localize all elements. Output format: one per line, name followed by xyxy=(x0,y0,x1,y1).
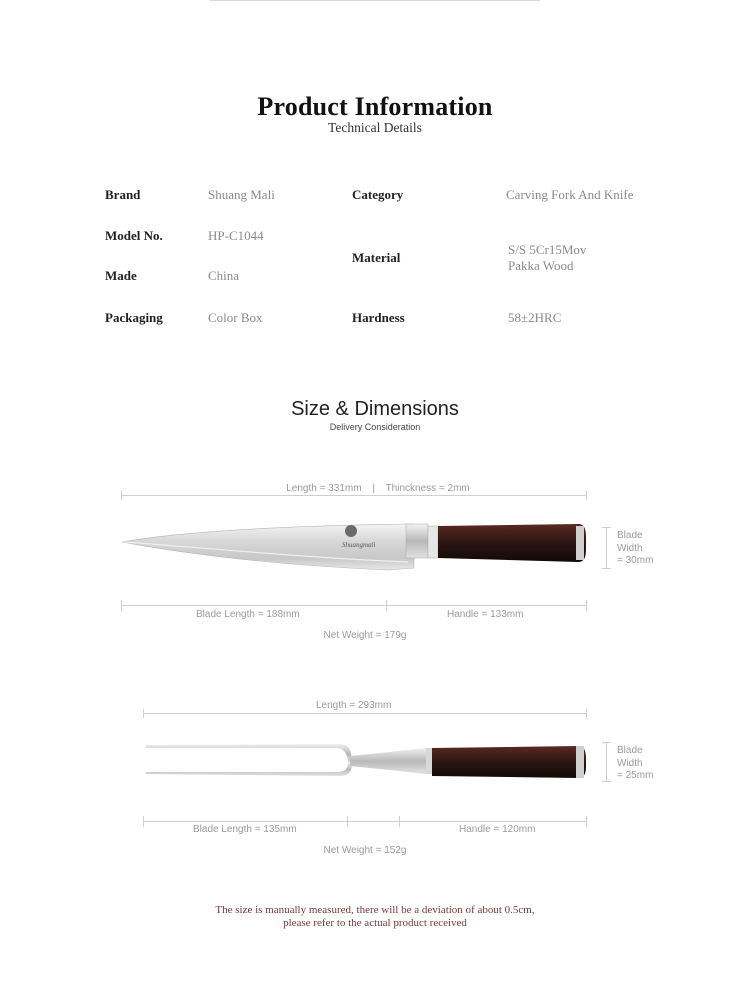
knife-image xyxy=(118,518,594,574)
knife-bottom-tick-mid xyxy=(386,600,387,611)
brand-label: Brand xyxy=(105,187,141,202)
packaging-label: Packaging xyxy=(105,310,163,325)
knife-brand-engraving: Shuangmali xyxy=(342,541,376,549)
fork-length-line xyxy=(143,713,587,714)
hardness-label: Hardness xyxy=(352,310,405,325)
knife-separator: | xyxy=(372,483,375,494)
fork-bottom-tick-right xyxy=(586,816,587,827)
knife-thickness-label: Thinckness = 2mm xyxy=(385,483,470,494)
knife-width-line xyxy=(606,527,607,569)
knife-length-thickness-row xyxy=(0,483,750,495)
fork-width-label xyxy=(617,745,653,783)
fork-bottom-tick-mid2 xyxy=(399,816,400,827)
category-value: Carving Fork And Knife xyxy=(506,187,634,202)
made-value: China xyxy=(208,268,240,283)
material-label: Material xyxy=(352,250,401,265)
fork-length-label: Length = 293mm xyxy=(313,700,394,712)
knife-handle-length: Handle = 133mm xyxy=(447,609,524,620)
knife-bottom-line xyxy=(121,605,587,606)
made-label: Made xyxy=(105,268,137,283)
fork-width-line-1: Blade xyxy=(617,745,643,756)
fork-bottom-line xyxy=(143,821,587,822)
knife-width-line-2: Width xyxy=(617,542,643,554)
material-value-1: S/S 5Cr15Mov xyxy=(508,242,587,257)
hardness-value: 58±2HRC xyxy=(508,310,562,325)
knife-bottom-tick-right xyxy=(586,600,587,611)
fork-width-line-3: = 25mm xyxy=(617,770,654,781)
top-divider xyxy=(210,0,540,1)
knife-length-label: Length = 331mm xyxy=(286,483,362,494)
fork-net-weight: Net Weight = 152g xyxy=(323,845,407,856)
knife-width-tick-bottom xyxy=(602,568,611,569)
fork-handle-length: Handle = 120mm xyxy=(459,824,536,835)
fork-length-tick-right xyxy=(586,709,587,718)
fork-length-tick-left xyxy=(143,709,144,718)
model-label: Model No. xyxy=(105,228,163,243)
fork-blade-length: Blade Length = 135mm xyxy=(193,824,297,835)
knife-width-tick-top xyxy=(602,527,611,528)
fork-width-tick-top xyxy=(602,742,611,743)
brand-value: Shuang Mali xyxy=(208,187,275,202)
knife-length-line xyxy=(121,495,587,496)
product-info-title: Product Information xyxy=(257,92,493,121)
measurement-note-line-1: The size is manually measured, there will be a deviation of about 0.5cm, xyxy=(215,904,535,916)
product-info-subtitle: Technical Details xyxy=(328,120,422,135)
size-title: Size & Dimensions xyxy=(291,398,459,420)
model-value: HP-C1044 xyxy=(208,228,264,243)
fork-bottom-tick-left xyxy=(143,816,144,827)
category-label: Category xyxy=(352,187,404,202)
knife-width-label xyxy=(617,530,653,568)
knife-blade-length: Blade Length = 188mm xyxy=(196,609,300,620)
knife-width-line-3: = 30mm xyxy=(617,555,654,566)
packaging-value: Color Box xyxy=(208,310,263,325)
fork-bottom-tick-mid1 xyxy=(347,816,348,827)
fork-width-tick-bottom xyxy=(602,781,611,782)
fork-width-line-2: Width xyxy=(617,757,643,769)
knife-width-line-1: Blade xyxy=(617,530,643,541)
material-value-2: Pakka Wood xyxy=(508,258,574,273)
measurement-note-line-2: please refer to the actual product received xyxy=(283,917,467,929)
fork-image xyxy=(140,736,594,792)
size-subtitle: Delivery Consideration xyxy=(329,422,421,432)
fork-width-line xyxy=(606,742,607,782)
knife-net-weight: Net Weight = 179g xyxy=(323,630,407,641)
knife-bottom-tick-left xyxy=(121,600,122,611)
